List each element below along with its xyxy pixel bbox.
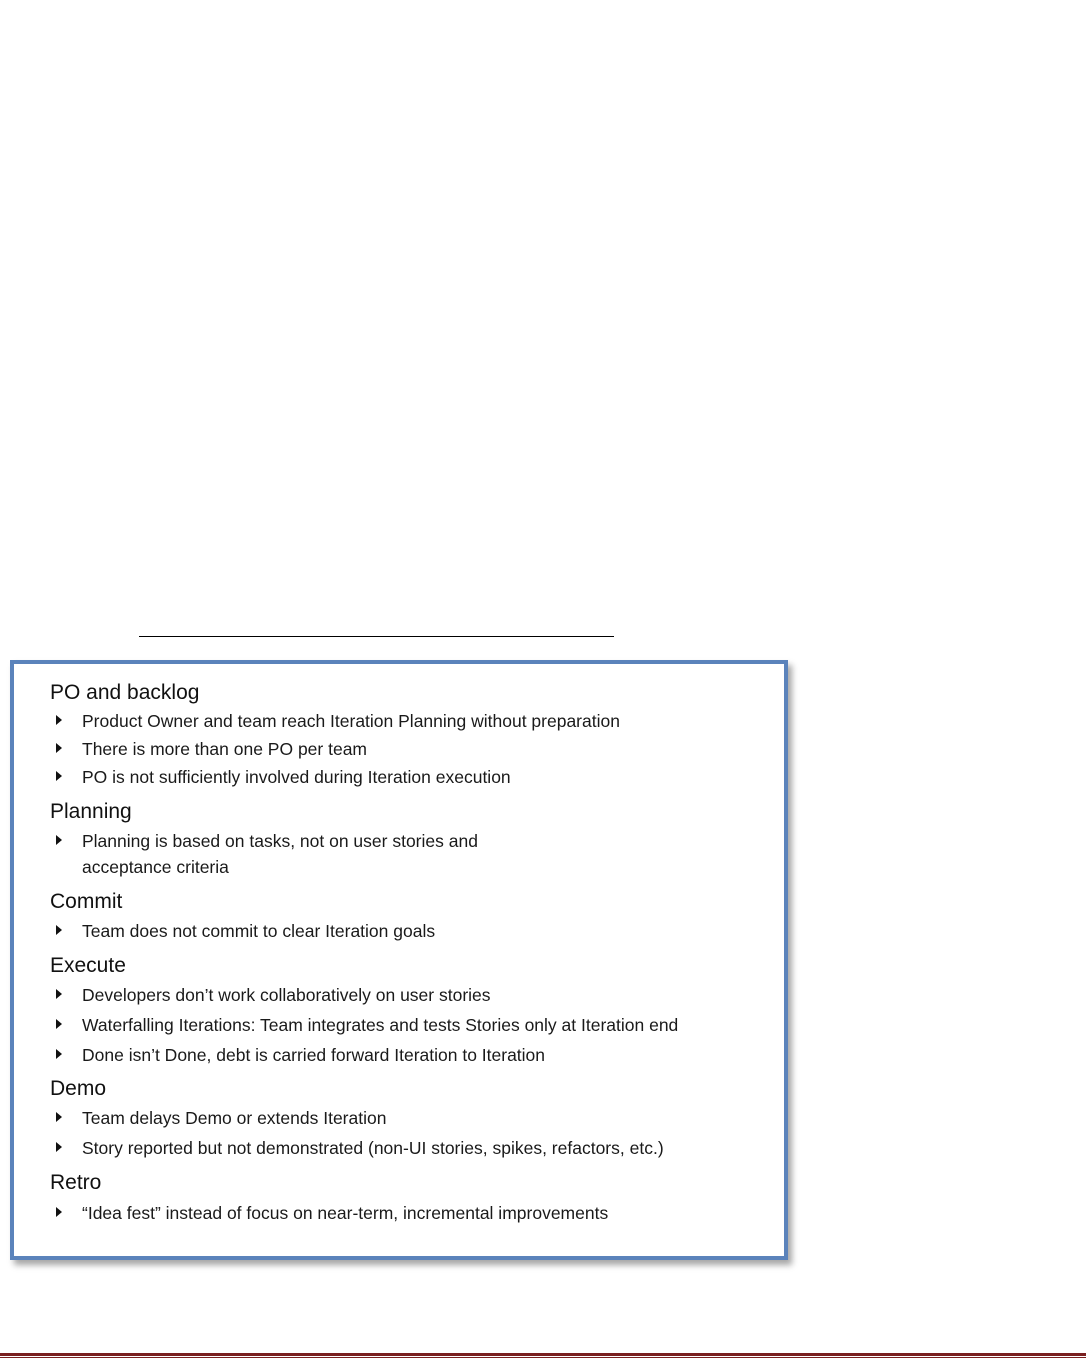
footer-rule-thin [0, 1357, 1086, 1358]
list-item-text: Waterfalling Iterations: Team integrates and tests Stories only at Iteration end [82, 1015, 679, 1035]
list-item [50, 1014, 678, 1036]
section-heading-execute: Execute [50, 954, 126, 977]
triangle-bullet-icon [56, 1142, 62, 1152]
anti-patterns-callout [10, 660, 788, 1260]
triangle-bullet-icon [56, 1019, 62, 1029]
section-heading-planning: Planning [50, 800, 132, 823]
list-item-text: Done isn’t Done, debt is carried forward Iteration to Iteration [82, 1045, 546, 1065]
triangle-bullet-icon [56, 835, 62, 845]
list-item [50, 1044, 545, 1066]
section-heading-retro: Retro [50, 1171, 102, 1194]
list-item [50, 830, 532, 882]
section-heading-commit: Commit [50, 890, 123, 913]
triangle-bullet-icon [56, 715, 62, 725]
list-item [50, 920, 435, 942]
list-item-text: PO is not sufficiently involved during Iteration execution [82, 767, 511, 787]
triangle-bullet-icon [56, 1049, 62, 1059]
list-item [50, 1202, 608, 1224]
list-item-text: Product Owner and team reach Iteration Planning without preparation [82, 711, 620, 731]
separator-line [139, 636, 614, 637]
list-item-text: Developers don’t work collaboratively on user stories [82, 985, 491, 1005]
section-heading-po-backlog: PO and backlog [50, 681, 200, 704]
triangle-bullet-icon [56, 771, 62, 781]
triangle-bullet-icon [56, 925, 62, 935]
list-item-text: There is more than one PO per team [82, 739, 367, 759]
list-item [50, 1137, 664, 1159]
triangle-bullet-icon [56, 743, 62, 753]
list-item [50, 1107, 386, 1129]
triangle-bullet-icon [56, 1112, 62, 1122]
list-item-text: Story reported but not demonstrated (non-UI stories, spikes, refactors, etc.) [82, 1138, 664, 1158]
list-item [50, 738, 367, 760]
list-item [50, 984, 491, 1006]
list-item [50, 710, 620, 732]
footer-rule [0, 1353, 1086, 1356]
section-heading-demo: Demo [50, 1077, 107, 1100]
list-item [50, 766, 511, 788]
triangle-bullet-icon [56, 989, 62, 999]
list-item-text: “Idea fest” instead of focus on near-term, incremental improvements [82, 1203, 609, 1223]
list-item-text: Team delays Demo or extends Iteration [82, 1108, 387, 1128]
triangle-bullet-icon [56, 1207, 62, 1217]
list-item-text: Planning is based on tasks, not on user stories and acceptance criteria [82, 831, 478, 877]
list-item-text: Team does not commit to clear Iteration goals [82, 921, 436, 941]
